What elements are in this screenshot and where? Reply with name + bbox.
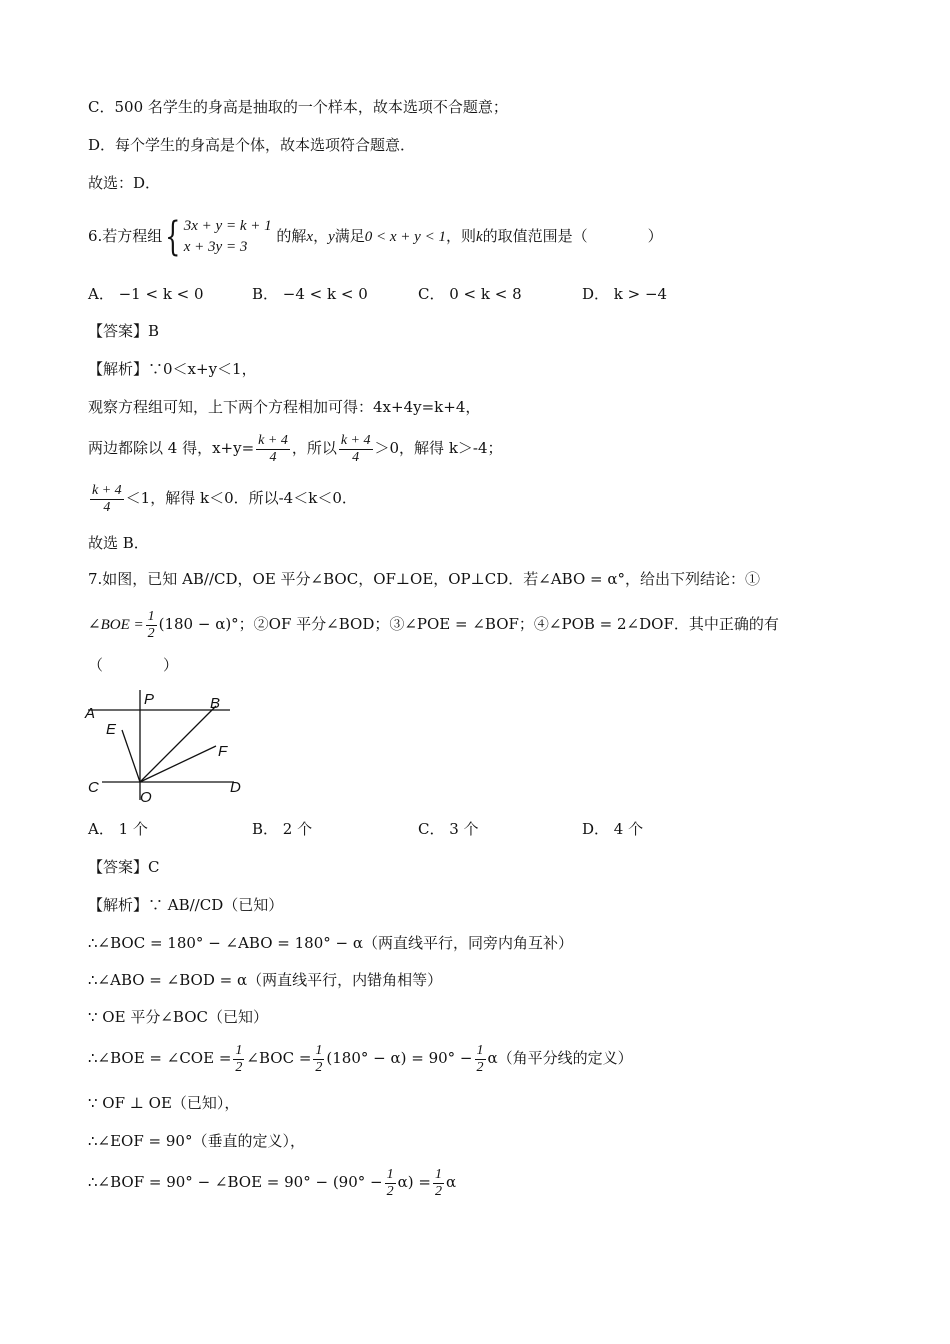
- fraction-denominator: 2: [434, 1183, 442, 1199]
- answer-label: 【答案】B: [88, 322, 160, 340]
- text-segment: ＜1，解得 k＜0．所以-4＜k＜0．: [125, 489, 357, 507]
- label-p: P: [144, 691, 155, 708]
- fraction-numerator: 1: [315, 1042, 323, 1058]
- fraction: [475, 1043, 486, 1076]
- option-c: C． 3 个: [418, 820, 479, 838]
- var-k: k: [475, 229, 483, 245]
- text-segment: ∴∠BOF = 90° − ∠BOE = 90° − (90° −: [88, 1173, 383, 1191]
- solution-line: ∴∠BOC = 180° − ∠ABO = 180° − α（两直线平行，同旁内角互补）: [88, 934, 573, 952]
- text-segment: α（角平分线的定义）: [487, 1049, 633, 1067]
- answer-paren: （ ）: [88, 656, 179, 674]
- q6-comma: ，: [313, 227, 329, 245]
- fraction-numerator: 1: [386, 1166, 394, 1182]
- text-segment: 两边都除以 4 得，x+y=: [88, 439, 255, 457]
- fraction-denominator: 2: [386, 1183, 394, 1199]
- fraction: [313, 1043, 324, 1076]
- q6-tail: 的取值范围是（ ）: [482, 227, 663, 245]
- label-d: D: [230, 779, 241, 796]
- fraction-numerator: k + 4: [92, 482, 122, 498]
- fraction-denominator: 4: [269, 449, 277, 465]
- text-segment: (180 − α)°；②OF 平分∠BOD；③∠POE = ∠BOF；④∠POB = 2∠DOF．其中正确的有: [158, 615, 779, 633]
- fraction-numerator: 1: [147, 608, 155, 624]
- fraction: [256, 433, 290, 466]
- ray-of: [140, 746, 216, 782]
- fraction: [385, 1167, 396, 1200]
- text-line: 故选：D．: [88, 174, 161, 192]
- text-line: 观察方程组可知，上下两个方程相加可得：4x+4y=k+4，: [88, 398, 481, 416]
- text-line: [88, 476, 357, 520]
- fraction-numerator: k + 4: [340, 432, 371, 448]
- text-line: C．500 名学生的身高是抽取的一个样本，故本选项不合题意；: [88, 98, 508, 116]
- equation-1: 3x + y = k + 1: [183, 218, 272, 234]
- option-d: D． 4 个: [582, 820, 644, 838]
- condition: 0 < x + y < 1: [364, 229, 446, 245]
- option-a: A． 1 个: [88, 820, 148, 838]
- text-segment: ∴∠BOE = ∠COE =: [88, 1049, 232, 1067]
- solution-line: ∵ OF ⊥ OE（已知），: [88, 1094, 240, 1112]
- text-segment: ∠BOE =: [88, 617, 144, 633]
- solution-line: [88, 1036, 633, 1080]
- solution-line: [88, 1160, 456, 1204]
- text-segment: ∠BOC =: [246, 1049, 312, 1067]
- question-7-stem: 7.如图，已知 AB//CD，OE 平分∠BOC，OF⊥OE，OP⊥CD．若∠ABO = α°，给出下列结论：①: [88, 570, 760, 588]
- fraction-denominator: 2: [147, 625, 155, 641]
- option-b: B． 2 个: [252, 820, 313, 838]
- label-e: E: [106, 721, 117, 738]
- option-a: A． −1 < k < 0: [88, 285, 204, 303]
- geometry-figure: [84, 688, 254, 808]
- fraction-numerator: 1: [476, 1042, 484, 1058]
- fraction-numerator: 1: [434, 1166, 442, 1182]
- fraction: [233, 1043, 244, 1076]
- fraction-numerator: k + 4: [258, 432, 288, 448]
- question-6-stem: [88, 212, 663, 261]
- question-7-stem-2: [88, 604, 779, 645]
- ray-ob: [140, 706, 216, 782]
- ray-oe: [122, 730, 140, 782]
- text-line: [88, 426, 503, 470]
- option-d: D． k > −4: [582, 285, 668, 303]
- fraction-numerator: 1: [235, 1042, 243, 1058]
- text-segment: ＞0，解得 k＞-4；: [374, 439, 503, 457]
- analysis-label: 【解析】∵ AB//CD（已知）: [88, 896, 284, 914]
- q6-satisfy: 满足: [334, 227, 365, 245]
- option-b: B． −4 < k < 0: [252, 285, 368, 303]
- equation-system: [184, 216, 272, 258]
- fraction-denominator: 4: [103, 499, 111, 515]
- solution-line: ∴∠ABO = ∠BOD = α（两直线平行，内错角相等）: [88, 971, 443, 989]
- fraction-denominator: 2: [235, 1059, 243, 1075]
- fraction-denominator: 2: [476, 1059, 484, 1075]
- text-segment: α: [445, 1173, 457, 1191]
- fraction-denominator: 2: [315, 1059, 323, 1075]
- brace-symbol: {: [165, 214, 181, 260]
- analysis-label: 【解析】∵0＜x+y＜1，: [88, 360, 257, 378]
- equation-2: x + 3y = 3: [183, 239, 248, 255]
- solution-line: ∴∠EOF = 90°（垂直的定义），: [88, 1132, 305, 1150]
- label-b: B: [210, 695, 221, 712]
- var-y: y: [328, 229, 335, 245]
- label-a: A: [85, 705, 96, 722]
- text-segment: (180° − α) = 90° −: [326, 1049, 473, 1067]
- solution-line: ∵ OE 平分∠BOC（已知）: [88, 1008, 268, 1026]
- answer-label: 【答案】C: [88, 858, 160, 876]
- text-line: 故选 B．: [88, 534, 149, 552]
- option-c: C． 0 < k < 8: [418, 285, 522, 303]
- fraction: [146, 609, 157, 642]
- text-segment: α) =: [397, 1173, 431, 1191]
- fraction: [339, 433, 373, 466]
- q6-then: ，则: [445, 227, 476, 245]
- text-line: D．每个学生的身高是个体，故本选项符合题意．: [88, 136, 416, 154]
- q6-mid: 的解: [276, 227, 307, 245]
- fraction: [433, 1167, 444, 1200]
- fraction-denominator: 4: [352, 449, 360, 465]
- label-f: F: [218, 743, 228, 760]
- q6-prefix: 6.若方程组: [88, 227, 163, 245]
- var-x: x: [306, 229, 314, 245]
- label-c: C: [88, 779, 99, 796]
- fraction: [90, 483, 124, 516]
- label-o: O: [140, 789, 152, 806]
- text-segment: ，所以: [291, 439, 337, 457]
